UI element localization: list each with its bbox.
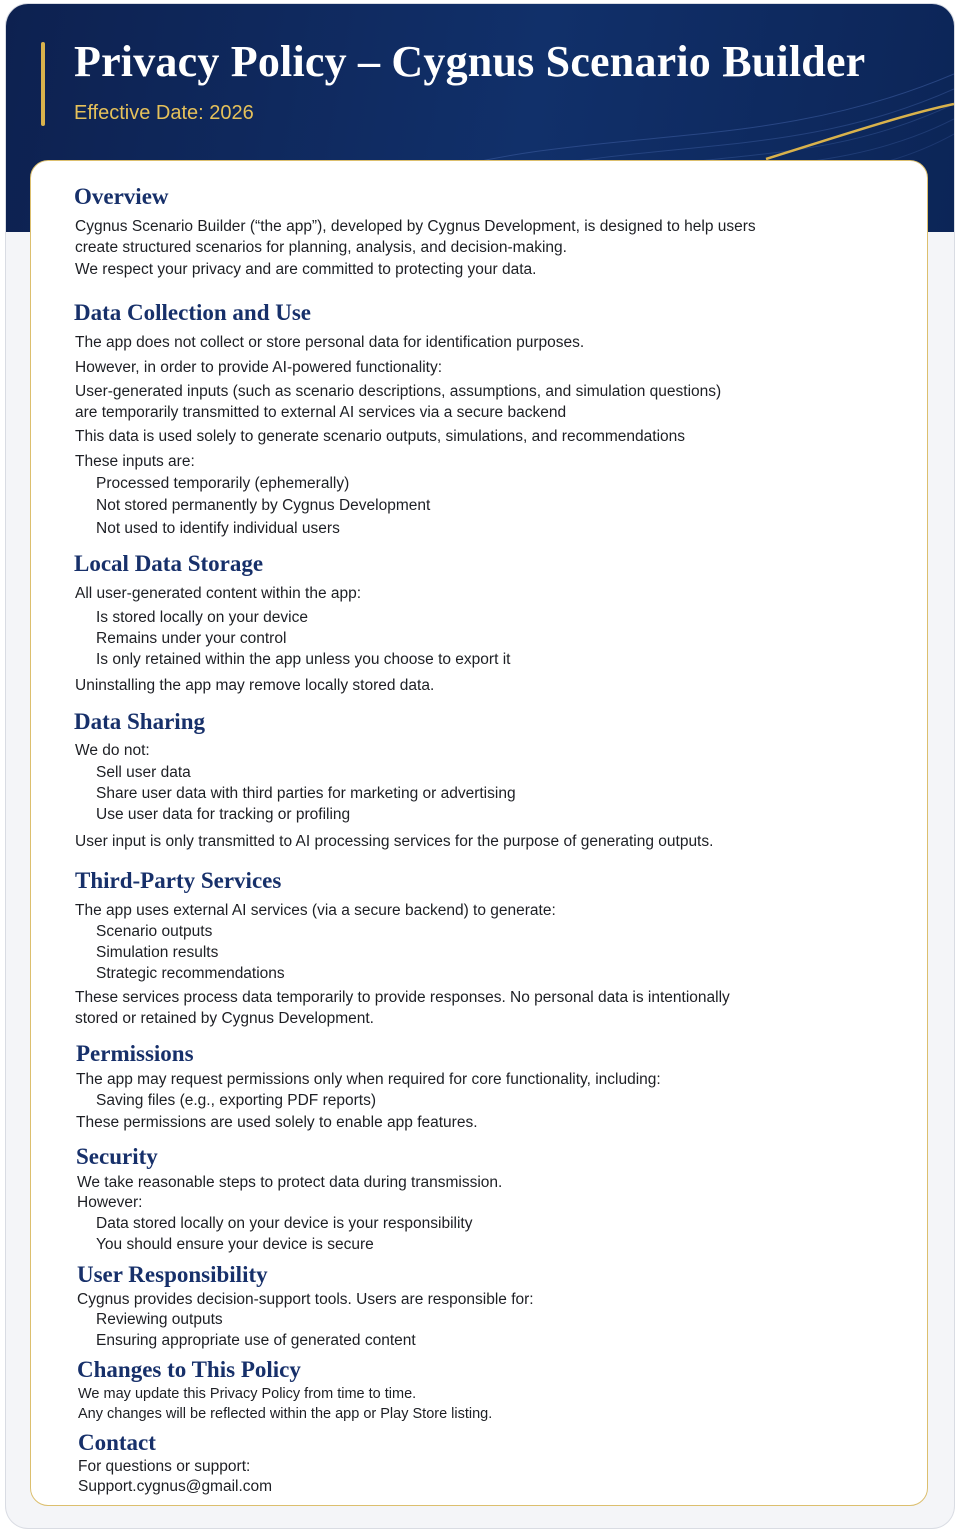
section-title-data-sharing: Data Sharing <box>74 709 205 734</box>
title-accent-bar <box>41 42 45 126</box>
list-item: Processed temporarily (ephemerally) <box>96 475 350 492</box>
third-party-outro: These services process data temporarily to provide responses. No personal data is intentionally <box>75 989 730 1006</box>
data-collection-line: However, in order to provide AI-powered functionality: <box>75 359 443 376</box>
data-sharing-intro: We do not: <box>75 742 150 759</box>
list-item: Not stored permanently by Cygnus Development <box>96 497 431 514</box>
list-item: Sell user data <box>96 764 191 781</box>
list-item: Strategic recommendations <box>96 965 285 982</box>
contact-line: For questions or support: <box>78 1458 251 1475</box>
list-item: You should ensure your device is secure <box>96 1236 374 1253</box>
changes-line: We may update this Privacy Policy from time to time. <box>78 1386 417 1402</box>
security-line: We take reasonable steps to protect data during transmission. <box>77 1174 503 1191</box>
section-title-overview: Overview <box>74 184 169 209</box>
permissions-outro: These permissions are used solely to enable app features. <box>76 1114 478 1131</box>
page-title: Privacy Policy – Cygnus Scenario Builder <box>74 37 866 86</box>
list-item: Not used to identify individual users <box>96 520 340 537</box>
section-title-changes: Changes to This Policy <box>77 1357 301 1382</box>
data-collection-line: The app does not collect or store personal data for identification purposes. <box>75 334 585 351</box>
policy-page <box>6 4 954 1528</box>
third-party-intro: The app uses external AI services (via a secure backend) to generate: <box>75 902 556 919</box>
list-item: Scenario outputs <box>96 923 213 940</box>
section-title-permissions: Permissions <box>76 1041 194 1066</box>
overview-line: create structured scenarios for planning, analysis, and decision-making. <box>75 239 567 256</box>
list-item: Data stored locally on your device is your responsibility <box>96 1215 473 1232</box>
third-party-outro: stored or retained by Cygnus Development. <box>75 1010 374 1027</box>
section-title-contact: Contact <box>78 1430 156 1455</box>
section-title-user-responsibility: User Responsibility <box>77 1262 268 1287</box>
local-storage-intro: All user-generated content within the app: <box>75 585 362 602</box>
list-item: Share user data with third parties for marketing or advertising <box>96 785 516 802</box>
data-collection-line: are temporarily transmitted to external AI services via a secure backend <box>75 404 567 421</box>
list-item: Reviewing outputs <box>96 1311 223 1328</box>
contact-email[interactable]: Support.cygnus@gmail.com <box>78 1478 273 1495</box>
permissions-intro: The app may request permissions only when required for core functionality, including: <box>76 1071 661 1088</box>
list-item: Simulation results <box>96 944 219 961</box>
security-line: However: <box>77 1194 143 1211</box>
list-item: Remains under your control <box>96 630 287 647</box>
list-item: Ensuring appropriate use of generated content <box>96 1332 416 1349</box>
section-title-third-party: Third-Party Services <box>75 868 282 893</box>
user-responsibility-intro: Cygnus provides decision-support tools. Users are responsible for: <box>77 1291 534 1308</box>
list-item: Saving files (e.g., exporting PDF reports) <box>96 1092 376 1109</box>
section-title-local-storage: Local Data Storage <box>74 551 264 576</box>
list-item: Is only retained within the app unless you choose to export it <box>96 651 511 668</box>
local-storage-outro: Uninstalling the app may remove locally stored data. <box>75 677 435 694</box>
data-collection-line: User-generated inputs (such as scenario descriptions, assumptions, and simulation questions) <box>75 383 722 400</box>
changes-line: Any changes will be reflected within the app or Play Store listing. <box>78 1406 493 1422</box>
overview-line: Cygnus Scenario Builder (“the app”), developed by Cygnus Development, is designed to help users <box>75 218 756 235</box>
data-sharing-outro: User input is only transmitted to AI processing services for the purpose of generating outputs. <box>75 833 714 850</box>
effective-date: Effective Date: 2026 <box>74 102 254 124</box>
list-item: Is stored locally on your device <box>96 609 308 626</box>
data-collection-line: These inputs are: <box>75 453 195 470</box>
section-title-security: Security <box>76 1144 158 1169</box>
data-collection-line: This data is used solely to generate scenario outputs, simulations, and recommendations <box>75 428 686 445</box>
section-title-data-collection: Data Collection and Use <box>74 300 312 325</box>
list-item: Use user data for tracking or profiling <box>96 806 351 823</box>
overview-line: We respect your privacy and are committed to protecting your data. <box>75 261 537 278</box>
